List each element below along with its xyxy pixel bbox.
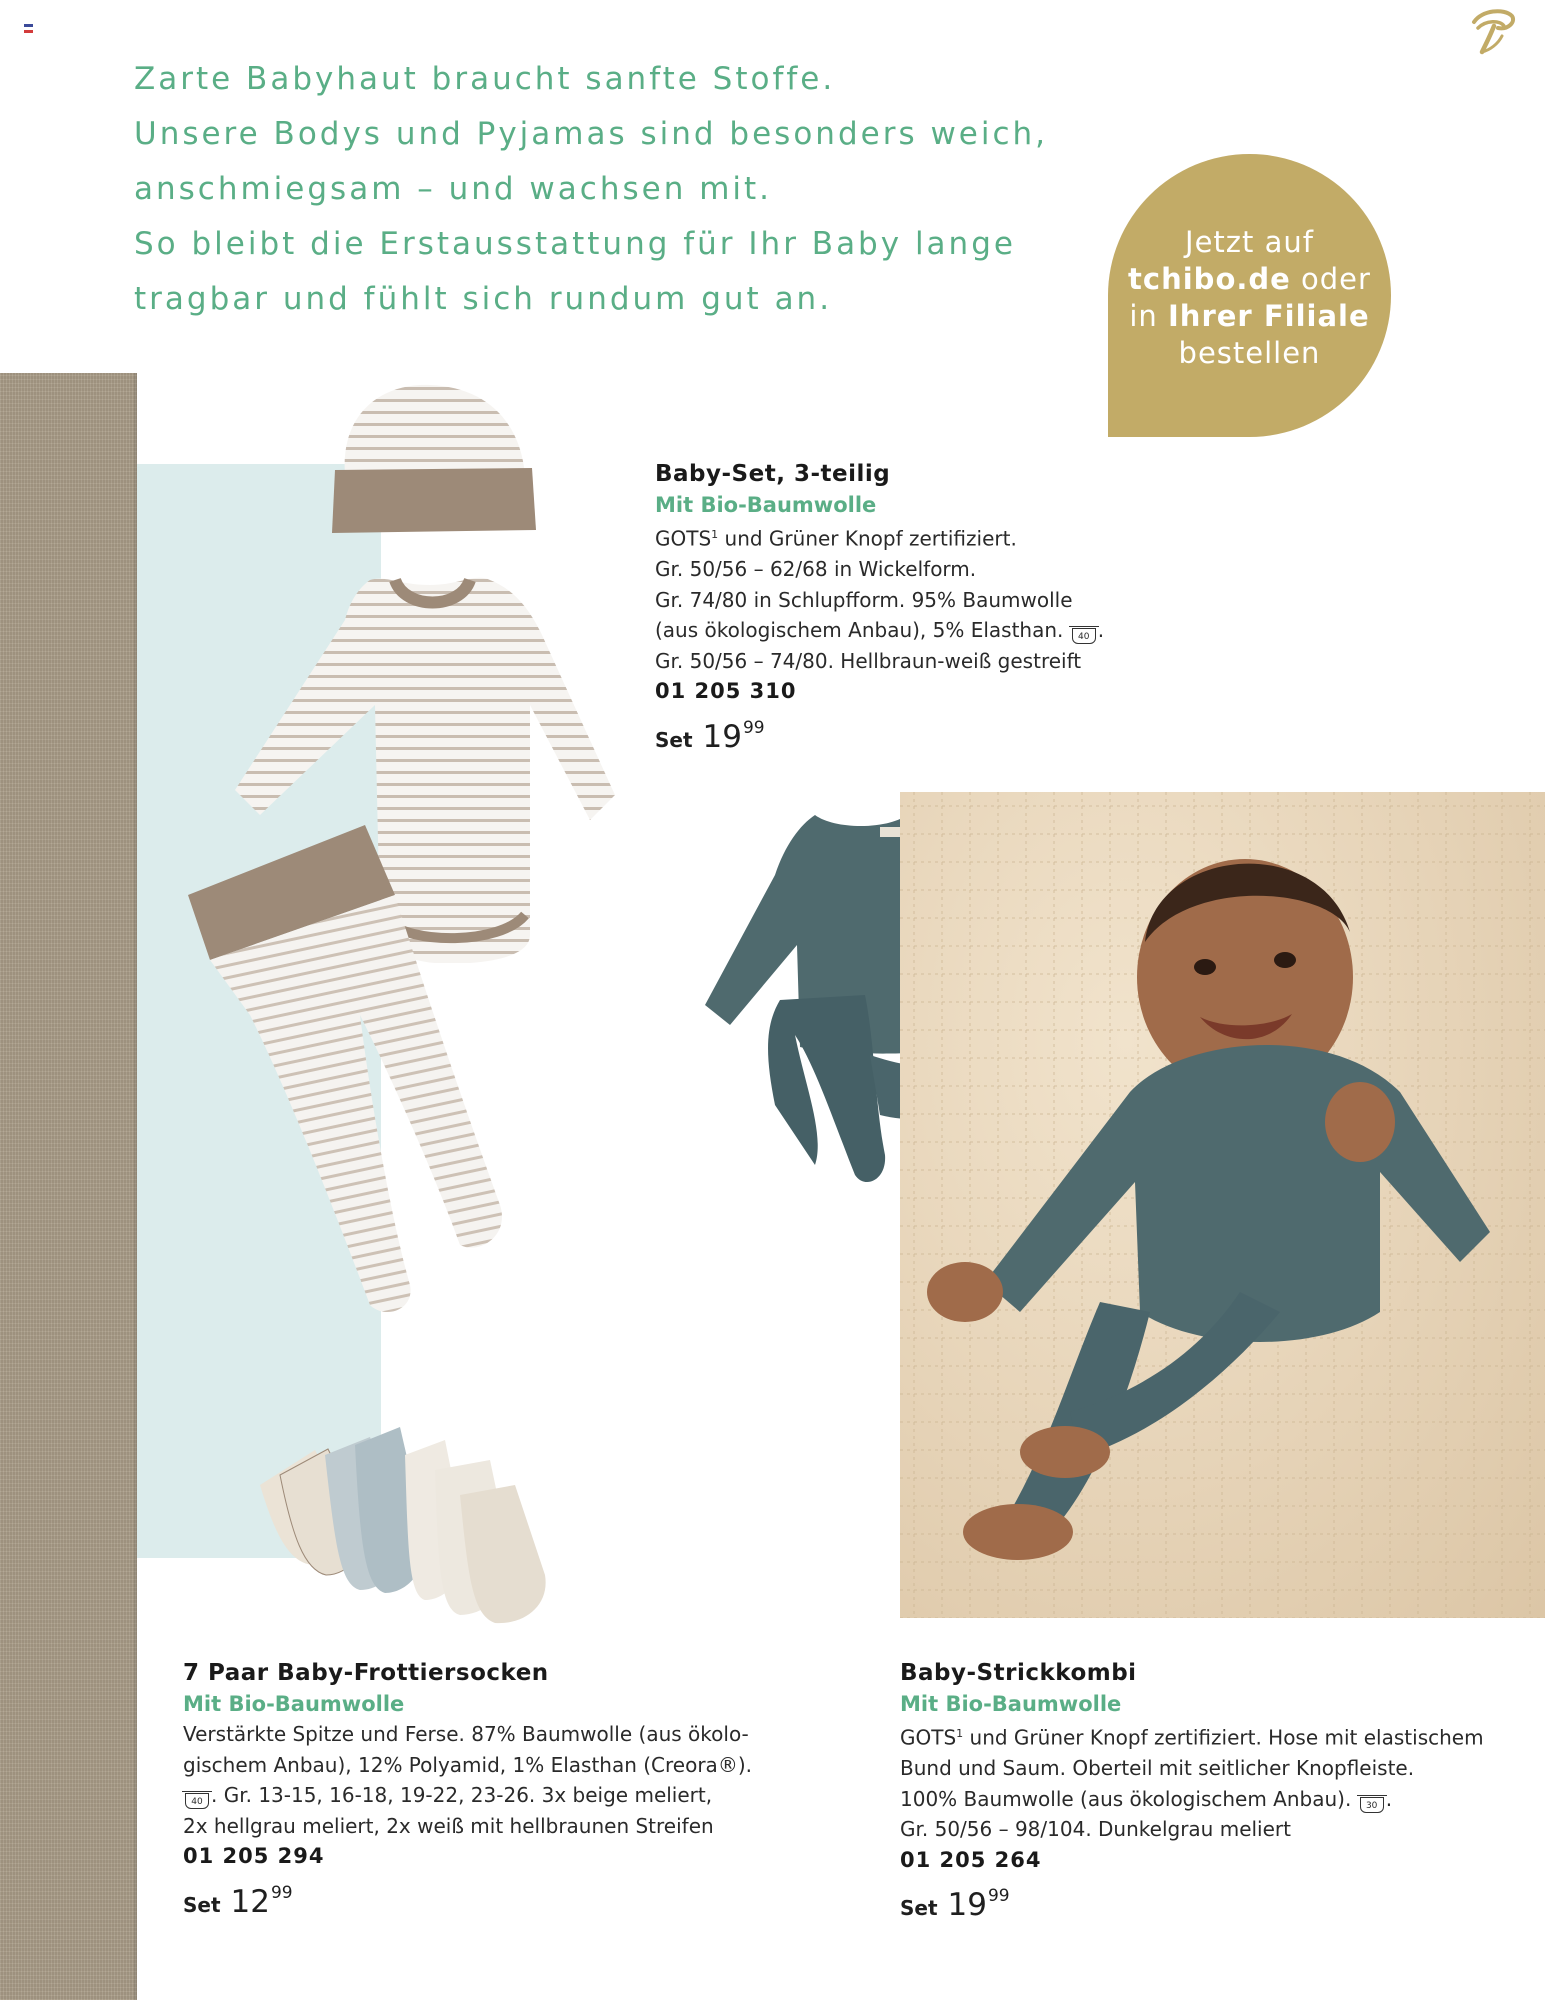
hat-shape [332, 385, 536, 533]
badge-line: Jetzt auf [1185, 225, 1314, 259]
flag-mark [24, 24, 33, 33]
product-price: Set $12^{99}$ [183, 1882, 293, 1920]
wash-40-icon: 40 [1072, 628, 1096, 644]
product-subtitle: Mit Bio-Baumwolle [183, 1691, 405, 1716]
article-number: 01 205 294 [183, 1844, 325, 1868]
product-desc-line: Gr. 50/56 – 74/80. Hellbraun-weiß gestreift [655, 648, 1082, 673]
product-desc-line: Gr. 50/56 – 62/68 in Wickelform. [655, 557, 977, 582]
product-title: Baby-Set, 3-teilig [655, 461, 891, 487]
linen-texture-strip [0, 373, 137, 2000]
product-desc-line: (aus ökologischem Anbau), 5% Elasthan. 40 . [655, 618, 1105, 643]
product-desc-line: 40 . Gr. 13-15, 16-18, 19-22, 23-26. 3x beige meliert, [183, 1780, 763, 1811]
product-baby-set [655, 459, 1175, 755]
product-knit-set [900, 1658, 1520, 1924]
intro-line: Unsere Bodys und Pyjamas sind besonders weich, [134, 116, 1049, 152]
baby-hand [1325, 1082, 1395, 1162]
sock-shape [260, 1427, 546, 1623]
badge-line: in Ihrer Filiale [1129, 299, 1370, 333]
badge-shop-link[interactable]: tchibo.de [1128, 262, 1291, 296]
product-price: Set $19^{99}$ [655, 717, 765, 755]
product-desc-line: 2x hellgrau meliert, 2x weiß mit hellbraunen Streifen [183, 1813, 714, 1838]
socks-illustration [240, 1415, 560, 1630]
product-desc-line: Bund und Saum. Oberteil mit seitlicher Knopfleiste. [900, 1756, 1415, 1781]
intro-text [134, 52, 1049, 327]
badge-line: tchibo.de oder [1128, 262, 1371, 296]
product-subtitle: Mit Bio-Baumwolle [655, 492, 877, 517]
product-desc-line: GOTS$^1$ und Grüner Knopf zertifiziert. [655, 526, 1017, 551]
article-number: 01 205 264 [900, 1847, 1042, 1872]
product-socks [183, 1658, 763, 1920]
wash-40-icon: 40 [185, 1793, 209, 1809]
product-desc-line: gischem Anbau), 12% Polyamid, 1% Elasthan (Creora®). [183, 1752, 752, 1777]
product-desc-line: GOTS$^1$ und Grüner Knopf zertifiziert. Hose mit elastischem [900, 1725, 1484, 1750]
product-price: Set $19^{99}$ [900, 1886, 1010, 1924]
product-desc-line: Gr. 50/56 – 98/104. Dunkelgrau meliert [900, 1817, 1291, 1842]
article-number: 01 205 310 [655, 679, 797, 704]
baby-photo [900, 792, 1545, 1618]
intro-line: tragbar und fühlt sich rundum gut an. [134, 281, 833, 317]
wash-30-icon: 30 [1360, 1797, 1384, 1813]
product-desc-line: Gr. 74/80 in Schlupfform. 95% Baumwolle [655, 587, 1073, 612]
product-title: Baby-Strickkombi [900, 1660, 1137, 1686]
intro-line: Zarte Babyhaut braucht sanfte Stoffe. [134, 61, 836, 97]
product-subtitle: Mit Bio-Baumwolle [900, 1691, 1122, 1716]
product-desc-line: 100% Baumwolle (aus ökologischem Anbau). 30 . [900, 1786, 1393, 1811]
badge-line: bestellen [1178, 336, 1321, 370]
baby-photo-drawing [900, 792, 1545, 1618]
product-desc-line: Verstärkte Spitze und Ferse. 87% Baumwolle (aus ökolo- [183, 1722, 749, 1746]
tchibo-logo-icon [1464, 4, 1518, 56]
product-title: 7 Paar Baby-Frottiersocken [183, 1660, 549, 1686]
baby-set-illustration [170, 375, 630, 1335]
baby-foot [1020, 1426, 1110, 1478]
intro-line: anschmiegsam – und wachsen mit. [134, 171, 773, 207]
order-badge[interactable] [1108, 154, 1391, 437]
baby-foot [963, 1504, 1073, 1560]
intro-line: So bleibt die Erstausstattung für Ihr Baby lange [134, 226, 1016, 262]
baby-hand [927, 1262, 1003, 1322]
